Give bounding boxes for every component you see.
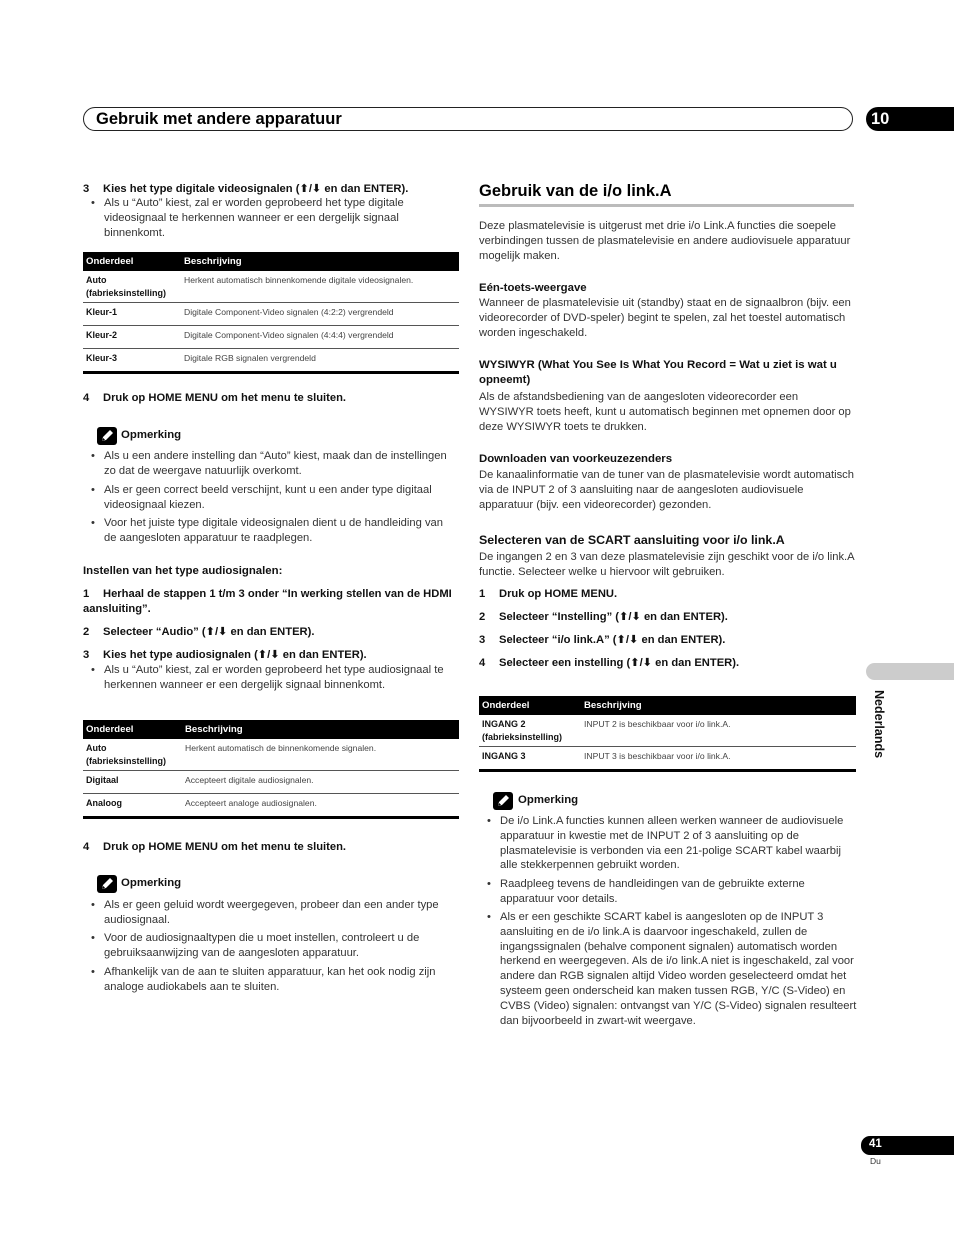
table-header: Beschrijving — [581, 696, 856, 715]
step-3-video-sub: • Als u “Auto” kiest, zal er worden geprobeerd het type digitale videosignaal te herkennen wanneer er een dergelijk signaal binnenkomt. — [83, 196, 458, 240]
table-row: Digitaal Accepteert digitale audiosignalen. — [83, 771, 459, 794]
table-row: INGANG 2 (fabrieksinstelling) INPUT 2 is beschikbaar voor i/o link.A. — [479, 715, 856, 747]
step-4-close-menu-2: 4 Druk op HOME MENU om het menu te sluiten. — [83, 841, 347, 853]
note-item: • Voor het juiste type digitale videosignalen dient u de handleiding van de aangesloten apparatuur te raadplegen. — [83, 516, 458, 546]
step-4-close-menu: 4 Druk op HOME MENU om het menu te sluiten. — [83, 392, 347, 404]
subheading-scart: Selecteren van de SCART aansluiting voor i/o link.A — [479, 533, 785, 547]
iolink-step-1: 1 Druk op HOME MENU. — [479, 588, 618, 600]
table-header: Beschrijving — [181, 252, 459, 271]
note-item: • Als u een andere instelling dan “Auto” kiest, maak dan de instellingen zo dat de weergave natuurlijk overkomt. — [83, 449, 458, 479]
table-row: Kleur-1 Digitale Component-Video signalen (4:2:2) vergrendeld — [83, 303, 459, 326]
note-pencil-icon — [493, 792, 513, 810]
iolink-table — [479, 696, 856, 772]
step-text: Kies het type digitale videosignalen (⬆/⬇ en dan ENTER). — [103, 183, 409, 195]
step-number: 3 — [83, 183, 90, 195]
note-pencil-icon — [97, 427, 117, 445]
table-row: Auto (fabrieksinstelling) Herkent automatisch de binnenkomende signalen. — [83, 739, 459, 771]
paragraph: Als de afstandsbediening van de aangesloten videorecorder een WYSIWYR toets heeft, kunt u automatisch beginnen met opnemen door op deze WYSIWYR toets te drukken. — [479, 391, 851, 433]
note-pencil-icon — [97, 875, 117, 893]
note-item: • Als er een geschikte SCART kabel is aangesloten op de INPUT 3 aansluiting en de i/o link.A is daarvoor ingeschakeld, zullen de ingangssignalen (behalve component signalen) automatisch worden herkend en weergegeven. Als de i/o link.A niet is ingeschakeld, zal voor andere dan RGB signalen altijd Video worden geselecteerd omdat het systeem geen onderscheid kan maken tussen RGB, Y/C (S-Video) en CVBS (Video) signalen: ontvangst van Y/C (S-Video) signalen resulteert dan bijvoorbeeld in zwart-wit weergave. — [479, 910, 857, 1028]
table-row: INGANG 3 INPUT 3 is beschikbaar voor i/o link.A. — [479, 747, 856, 771]
table-row: Analoog Accepteert analoge audiosignalen. — [83, 794, 459, 818]
table-row: Kleur-2 Digitale Component-Video signalen (4:4:4) vergrendeld — [83, 326, 459, 349]
note-item: • Als er geen correct beeld verschijnt, kunt u een ander type digitaal videosignaal kiezen. — [83, 483, 458, 513]
table-header: Onderdeel — [83, 252, 181, 271]
audio-signal-table — [83, 720, 459, 819]
audio-step-3-sub: • Als u “Auto” kiest, zal er worden geprobeerd het type audiosignaal te herkennen wanneer er een dergelijk signaal binnenkomt. — [83, 663, 458, 693]
note-label: Opmerking — [121, 877, 182, 889]
note-item: • Als er geen geluid wordt weergegeven, probeer dan een ander type audiosignaal. — [83, 898, 458, 928]
section-title: Gebruik van de i/o link.A — [479, 182, 672, 200]
language-label: Nederlands — [872, 690, 886, 759]
note-item: • Voor de audiosignaaltypen die u moet instellen, controleert u de gebruiksaanwijzing van de aangesloten apparatuur. — [83, 931, 458, 961]
page-language-code: Du — [870, 1156, 881, 1166]
language-tab — [866, 663, 954, 680]
note-label: Opmerking — [518, 794, 579, 806]
chapter-title: Gebruik met andere apparatuur — [96, 110, 342, 128]
audio-step-3: 3 Kies het type audiosignalen (⬆/⬇ en dan ENTER). — [83, 649, 367, 661]
intro-text: Deze plasmatelevisie is uitgerust met drie i/o Link.A functies die soepele verbindingen tussen de plasmatelevisie en andere audiovisuele apparatuur mogelijk maken. — [479, 220, 851, 262]
iolink-step-3: 3 Selecteer “i/o link.A” (⬆/⬇ en dan ENTER). — [479, 634, 726, 646]
video-signal-table — [83, 252, 459, 374]
subheading: Eén-toets-weergave — [479, 282, 587, 294]
paragraph: De ingangen 2 en 3 van deze plasmatelevisie zijn geschikt voor de i/o link.A functie. Selecteer welke u hiervoor wilt gebruiken. — [479, 551, 855, 578]
iolink-step-2: 2 Selecteer “Instelling” (⬆/⬇ en dan ENTER). — [479, 611, 728, 623]
paragraph: De kanaalinformatie van de tuner van de plasmatelevisie wordt automatisch via de INPUT 2 of 3 aansluiting naar de aangesloten audiovisuele apparatuur (bijv. een videorecorder) gezonden. — [479, 469, 854, 511]
note-item: • De i/o Link.A functies kunnen alleen werken wanneer de audiovisuele apparatuur in kwestie met de INPUT 2 of 3 aansluiting op de plasmatelevisie is verbonden via een 21-polige SCART kabel waarbij alle stekkerpennen gebruikt worden. — [479, 814, 857, 873]
note-item: • Raadpleeg tevens de handleidingen van de gebruikte externe apparatuur voor details. — [479, 877, 857, 907]
subheading: Downloaden van voorkeuzezenders — [479, 453, 673, 465]
table-row: Kleur-3 Digitale RGB signalen vergrendeld — [83, 349, 459, 373]
page-number: 41 — [869, 1138, 882, 1150]
audio-heading: Instellen van het type audiosignalen: — [83, 565, 283, 577]
audio-step-2: 2 Selecteer “Audio” (⬆/⬇ en dan ENTER). — [83, 626, 315, 638]
paragraph: Wanneer de plasmatelevisie uit (standby) staat en de signaalbron (bijv. een videorecorder of DVD-speler) begint te spelen, zal het toestel automatisch worden ingeschakeld. — [479, 297, 851, 339]
note-label: Opmerking — [121, 429, 182, 441]
table-row: Auto (fabrieksinstelling) Herkent automatisch binnenkomende digitale videosignalen. — [83, 271, 459, 303]
table-header: Beschrijving — [182, 720, 459, 739]
table-header: Onderdeel — [479, 696, 581, 715]
audio-step-1: 1 Herhaal de stappen 1 t/m 3 onder “In werking stellen van de HDMI aansluiting”. — [83, 588, 452, 615]
step-3-video — [83, 182, 458, 197]
iolink-step-4: 4 Selecteer een instelling (⬆/⬇ en dan ENTER). — [479, 657, 740, 669]
section-rule — [479, 204, 854, 207]
subheading: WYSIWYR (What You See Is What You Record = Wat u ziet is wat u opneemt) — [479, 359, 837, 386]
chapter-number: 10 — [871, 110, 890, 128]
note-item: • Afhankelijk van de aan te sluiten apparatuur, kan het ook nodig zijn analoge audiokabels aan te sluiten. — [83, 965, 458, 995]
table-header: Onderdeel — [83, 720, 182, 739]
